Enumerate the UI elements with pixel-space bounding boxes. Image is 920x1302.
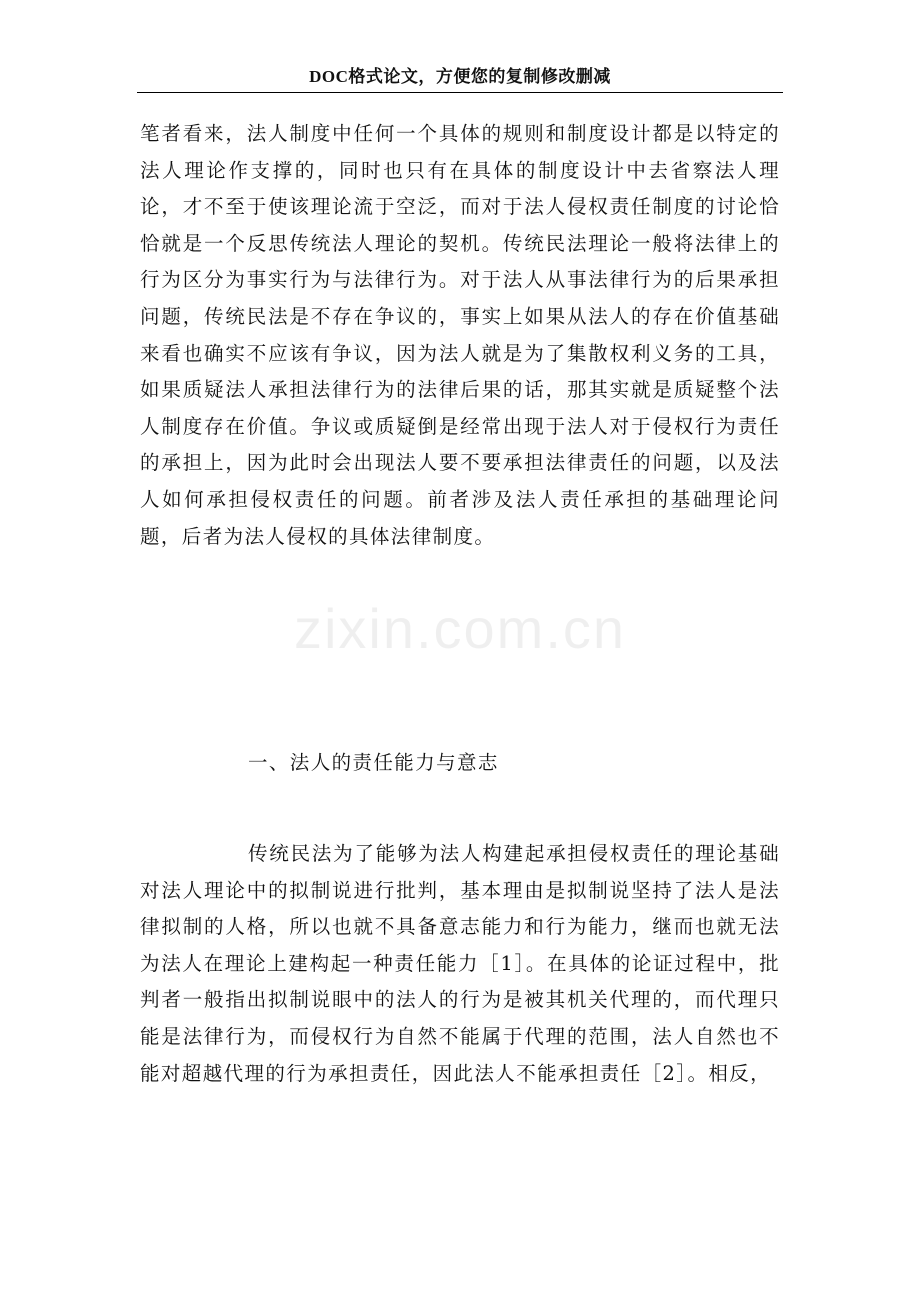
page-header-title: DOC格式论文，方便您的复制修改删减 (309, 67, 611, 86)
body-paragraph: 笔者看来，法人制度中任何一个具体的规则和制度设计都是以特定的法人理论作支撑的，同时也只有在具体的制度设计中去省察法人理论，才不至于使该理论流于空泛，而对于法人侵权责任制度的讨论恰恰就是一个反思传统法人理论的契机。传统民法理论一般将法律上的行为区分为事实行为与法律行为。对于法人从事法律行为的后果承担问题，传统民法是不存在争议的，事实上如果从法人的存在价值基础来看也确实不应该有争议，因为法人就是为了集散权利义务的工具，如果质疑法人承担法律行为的法律后果的话，那其实就是质疑整个法人制度存在价值。争议或质疑倒是经常出现于法人对于侵权行为责任的承担上，因为此时会出现法人要不要承担法律责任的问题，以及法人如何承担侵权责任的问题。前者涉及法人责任承担的基础理论问题，后者为法人侵权的具体法律制度。 (140, 122, 780, 548)
watermark: zixin.com.cn (293, 597, 627, 660)
section-heading: 一、法人的责任能力与意志 (248, 751, 499, 774)
body-paragraph: 传统民法为了能够为法人构建起承担侵权责任的理论基础对法人理论中的拟制说进行批判，基本理由是拟制说坚持了法人是法律拟制的人格，所以也就不具备意志能力和行为能力，继而也就无法为法人在理论上建构起一种责任能力［1］。在具体的论证过程中，批判者一般指出拟制说眼中的法人的行为是被其机关代理的，而代理只能是法律行为，而侵权行为自然不能属于代理的范围，法人自然也不能对超越代理的行为承担责任，因此法人不能承担责任［2］。相反， (140, 842, 780, 1085)
header-divider (137, 92, 783, 93)
